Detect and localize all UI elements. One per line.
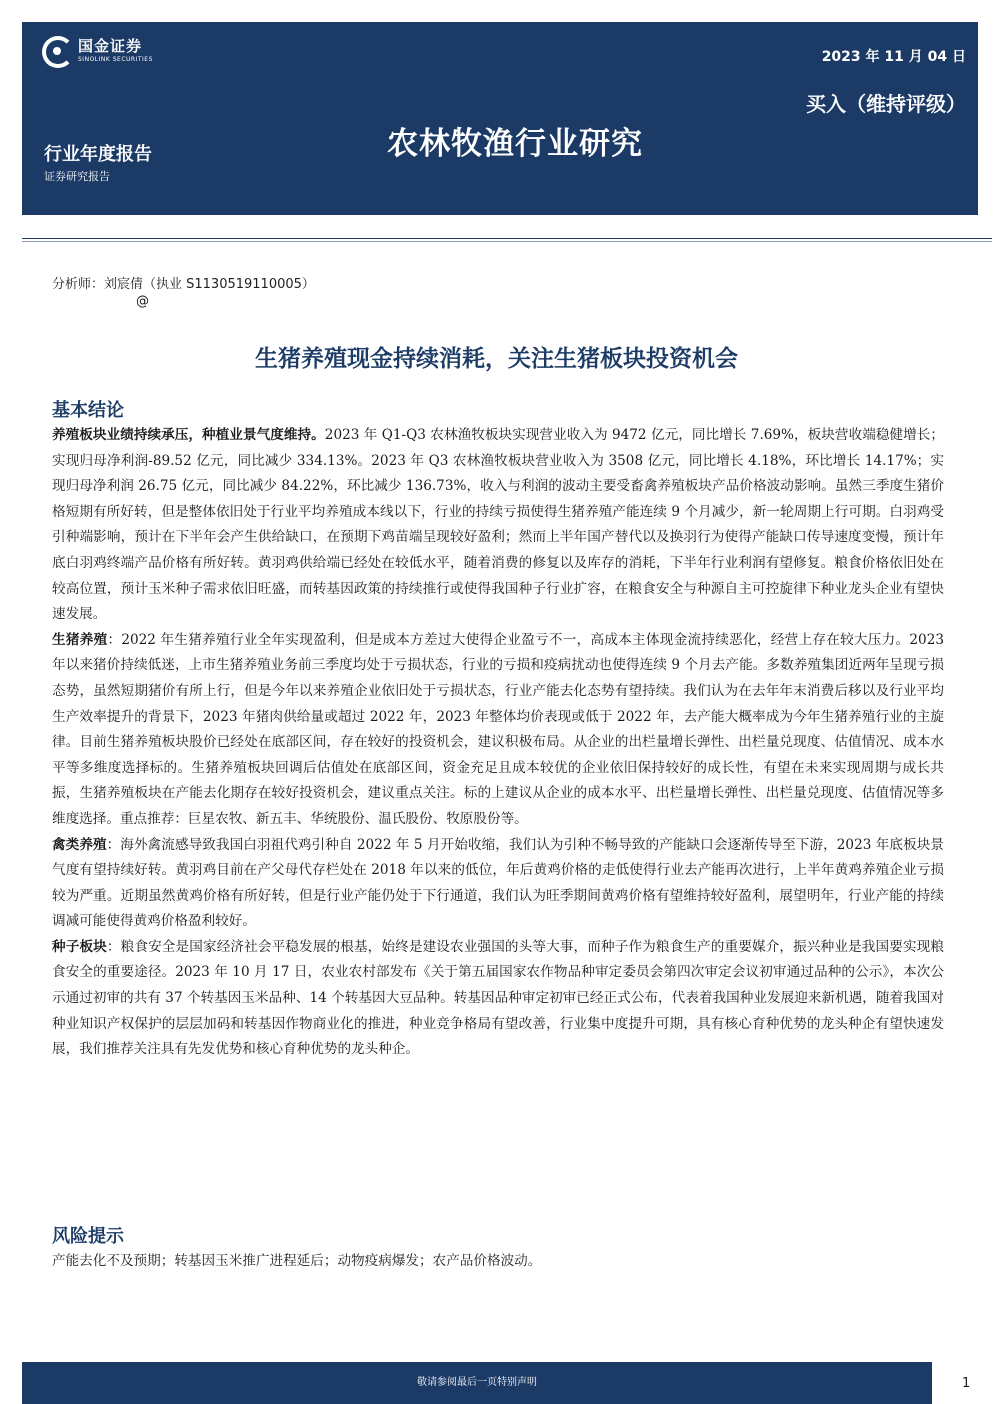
logo-name-en: SINOLINK SECURITIES <box>78 56 153 63</box>
analyst-email[interactable]: @ <box>136 294 149 309</box>
paragraph-text: ：海外禽流感导致我国白羽祖代鸡引种自 2022 年 5 月开始收缩，我们认为引种不畅导致的产能缺口会逐渐传导至下游，2023 年底板块景气度有望持续好转。黄羽鸡目前在产父母代存栏处在 2018 年以来的低位，年后黄鸡价格的走低使得行业去产能再次进行，上半年黄鸡养殖企业亏损较为严重。近期虽然黄鸡价格有所好转，但是行业产能仍处于下行通道，我们认为旺季期间黄鸡价格有望维持较好盈利，展望明年，行业产能的持续调减可能使得黄鸡价格盈利较好。 <box>52 836 944 930</box>
logo-name-cn: 国金证券 <box>78 37 143 55</box>
page-number: 1 <box>962 1376 971 1391</box>
paragraph-lead: 生猪养殖 <box>52 631 108 648</box>
risk-heading: 风险提示 <box>52 1226 124 1247</box>
footer-notice: 敬请参阅最后一页特别声明 <box>417 1377 537 1388</box>
paragraph-lead: 禽类养殖 <box>52 836 107 853</box>
conclusion-body <box>52 423 944 1063</box>
paragraph <box>52 833 944 935</box>
header-divider <box>22 238 992 239</box>
rating-badge: 买入（维持评级） <box>806 92 966 116</box>
paragraph <box>52 628 944 833</box>
risk-body <box>52 1249 944 1275</box>
header-banner <box>22 22 978 215</box>
paragraph-lead: 种子板块 <box>52 938 107 955</box>
paragraph-lead: 养殖板块业绩持续承压，种植业景气度维持。 <box>52 427 325 443</box>
logo-icon <box>42 36 72 66</box>
paragraph-text: 2023 年 Q1-Q3 农林渔牧板块实现营业收入为 9472 亿元，同比增长 7.69%，板块营收端稳健增长；实现归母净利润-89.52 亿元，同比减少 334.13%。2023 年 Q3 农林渔牧板块营业收入为 3508 亿元，同比增长 4.18%，环比增长 14.17%；实现归母净利润 26.75 亿元，同比减少 84.22%，环比减少 136.73%，收入与利润的波动主要受畜禽养殖板块产品价格波动影响。虽然三季度生猪价格短期有所好转，但是整体依旧处于行业平均养殖成本线以下，行业的持续亏损使得生猪养殖产能连续 9 个月减少，新一轮周期上行可期。白羽鸡受引种端影响，预计在下半年会产生供给缺口，在预期下鸡苗端呈现较好盈利；然而上半年国产替代以及换羽行为使得产能缺口传导速度变慢，预计年底白羽鸡终端产品价格有所好转。黄羽鸡供给端已经处在较低水平，随着消费的修复以及库存的消耗，下半年行业利润有望修复。粮食价格依旧处在较高位置，预计玉米种子需求依旧旺盛，而转基因政策的持续推行或使得我国种子行业扩容，在粮食安全与种源自主可控旋律下种业龙头企业有望快速发展。 <box>52 427 945 623</box>
report-headline: 生猪养殖现金持续消耗，关注生猪板块投资机会 <box>255 346 738 372</box>
page-title: 农林牧渔行业研究 <box>387 126 643 162</box>
conclusion-heading: 基本结论 <box>52 400 124 421</box>
risk-text: 产能去化不及预期；转基因玉米推广进程延后；动物疫病爆发；农产品价格波动。 <box>52 1253 542 1269</box>
paragraph <box>52 935 944 1063</box>
report-date: 2023 年 11 月 04 日 <box>821 49 966 65</box>
paragraph-text: ：粮食安全是国家经济社会平稳发展的根基，始终是建设农业强国的头等大事，而种子作为粮食生产的重要媒介，振兴种业是我国要实现粮食安全的重要途径。2023 年 10 月 17 日，农业农村部发布《关于第五届国家农作物品种审定委员会第四次审定会议初审通过品种的公示》，本次公示通过初审的共有 37 个转基因玉米品种、14 个转基因大豆品种。转基因品种审定初审已经正式公布，代表着我国种业发展迎来新机遇，随着我国对种业知识产权保护的层层加码和转基因作物商业化的推进，种业竞争格局有望改善，行业集中度提升可期，具有核心育种优势的龙头种企有望快速发展，我们推荐关注具有先发优势和核心育种优势的龙头种企。 <box>52 938 945 1058</box>
report-subtype: 证券研究报告 <box>44 170 110 183</box>
header-divider-thin <box>22 241 992 242</box>
report-type: 行业年度报告 <box>44 144 152 165</box>
paragraph <box>52 423 944 628</box>
analyst-info: 分析师：刘宸倩（执业 S1130519110005） <box>52 277 315 292</box>
company-logo <box>42 36 153 66</box>
footer-bar <box>22 1362 932 1404</box>
paragraph-text: ：2022 年生猪养殖行业全年实现盈利，但是成本方差过大使得企业盈亏不一，高成本主体现金流持续恶化，经营上存在较大压力。2023 年以来猪价持续低迷，上市生猪养殖业务前三季度均处于亏损状态，行业的亏损和疫病扰动也使得连续 9 个月去产能。多数养殖集团近两年呈现亏损态势，虽然短期猪价有所上行，但是今年以来养殖企业依旧处于亏损状态，行业产能去化态势有望持续。我们认为在去年年末消费后移以及行业平均生产效率提升的背景下，2023 年猪肉供给量或超过 2022 年，2023 年整体均价表现或低于 2022 年，去产能大概率成为今年生猪养殖行业的主旋律。目前生猪养殖板块股价已经处在底部区间，存在较好的投资机会，建议积极布局。从企业的出栏量增长弹性、出栏量兑现度、估值情况、成本水平等多维度选择标的。生猪养殖板块回调后估值处在底部区间，资金充足且成本较优的企业依旧保持较好的成长性，有望在未来实现周期与成长共振，生猪养殖板块在产能去化期存在较好投资机会，建议重点关注。标的上建议从企业的成本水平、出栏量增长弹性、出栏量兑现度、估值情况等多维度选择。重点推荐：巨星农牧、新五丰、华统股份、温氏股份、牧原股份等。 <box>52 631 945 827</box>
